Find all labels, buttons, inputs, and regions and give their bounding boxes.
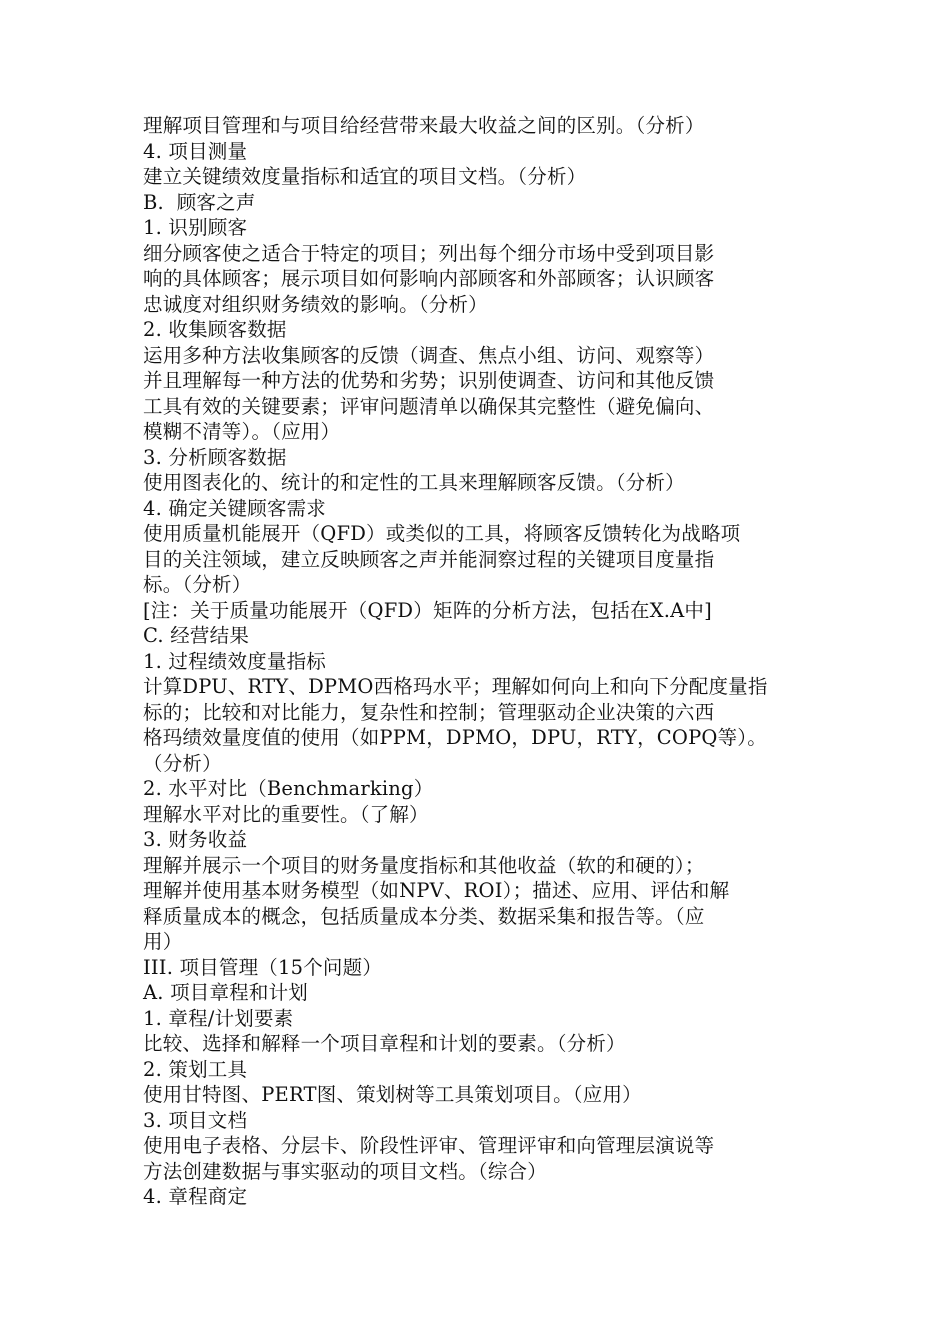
- text-line: 比较、选择和解释一个项目章程和计划的要素。（分析）: [143, 1032, 626, 1055]
- text-line: 响的具体顾客；展示项目如何影响内部顾客和外部顾客；认识顾客: [143, 267, 715, 290]
- section-heading: 1. 章程/计划要素: [143, 1006, 294, 1030]
- section-heading: C. 经营结果: [143, 624, 250, 647]
- document-body: [143, 113, 808, 1210]
- section-heading: 2. 收集顾客数据: [143, 318, 287, 341]
- section-heading: 4. 确定关键顾客需求: [143, 496, 327, 520]
- section-heading: 3. 财务收益: [143, 828, 248, 851]
- text-line: 用）: [143, 930, 183, 953]
- section-heading: 3. 分析顾客数据: [143, 445, 287, 469]
- section-heading: 1. 识别顾客: [143, 216, 248, 239]
- text-line: 并且理解每一种方法的优势和劣势；识别使调查、访问和其他反馈: [143, 369, 715, 392]
- text-line: 格玛绩效量度值的使用（如PPM，DPMO，DPU，RTY，COPQ等）。: [143, 726, 767, 749]
- section-heading: 4. 章程商定: [143, 1185, 248, 1208]
- text-line: 建立关键绩效度量指标和适宜的项目文档。（分析）: [143, 165, 587, 188]
- text-line: 计算DPU、RTY、DPMO西格玛水平；理解如何向上和向下分配度量指: [143, 675, 768, 698]
- note-line: [注：关于质量功能展开（QFD）矩阵的分析方法，包括在X.A中]: [143, 598, 712, 622]
- text-line: 标。（分析）: [143, 573, 252, 596]
- text-line: 理解并展示一个项目的财务量度指标和其他收益（软的和硬的）；: [143, 853, 705, 877]
- text-line: 使用甘特图、PERT图、策划树等工具策划项目。（应用）: [143, 1083, 642, 1106]
- text-line: 细分顾客使之适合于特定的项目；列出每个细分市场中受到项目影: [143, 241, 715, 265]
- text-line: 理解项目管理和与项目给经营带来最大收益之间的区别。（分析）: [143, 114, 705, 137]
- section-heading: 4. 项目测量: [143, 139, 248, 163]
- section-heading: A. 项目章程和计划: [143, 981, 308, 1004]
- section-heading: 2. 水平对比（Benchmarking）: [143, 777, 434, 800]
- text-line: 释质量成本的概念，包括质量成本分类、数据采集和报告等。（应: [143, 904, 705, 928]
- text-line: 使用图表化的、统计的和定性的工具来理解顾客反馈。（分析）: [143, 471, 685, 494]
- text-line: 模糊不清等）。（应用）: [143, 420, 341, 443]
- text-line: 理解水平对比的重要性。（了解）: [143, 802, 429, 826]
- text-line: （分析）: [143, 751, 222, 775]
- text-line: 工具有效的关键要素；评审问题清单以确保其完整性（避免偏向、: [143, 394, 715, 418]
- section-heading: 1. 过程绩效度量指标: [143, 649, 327, 673]
- chapter-heading: III. 项目管理（15个问题）: [143, 955, 383, 979]
- section-heading: 3. 项目文档: [143, 1108, 248, 1132]
- text-line: 标的；比较和对比能力，复杂性和控制；管理驱动企业决策的六西: [143, 700, 715, 724]
- section-heading: 2. 策划工具: [143, 1057, 248, 1081]
- text-line: 使用电子表格、分层卡、阶段性评审、管理评审和向管理层演说等: [143, 1134, 715, 1157]
- text-line: 忠诚度对组织财务绩效的影响。（分析）: [143, 292, 488, 316]
- section-heading: B. 顾客之声: [143, 190, 256, 214]
- text-line: 运用多种方法收集顾客的反馈（调查、焦点小组、访问、观察等）: [143, 343, 715, 367]
- text-line: 目的关注领域，建立反映顾客之声并能洞察过程的关键项目度量指: [143, 547, 715, 571]
- text-line: 理解并使用基本财务模型（如NPV、ROI）；描述、应用、评估和解: [143, 879, 730, 902]
- text-line: 方法创建数据与事实驱动的项目文档。（综合）: [143, 1159, 547, 1183]
- text-line: 使用质量机能展开（QFD）或类似的工具，将顾客反馈转化为战略项: [143, 522, 741, 545]
